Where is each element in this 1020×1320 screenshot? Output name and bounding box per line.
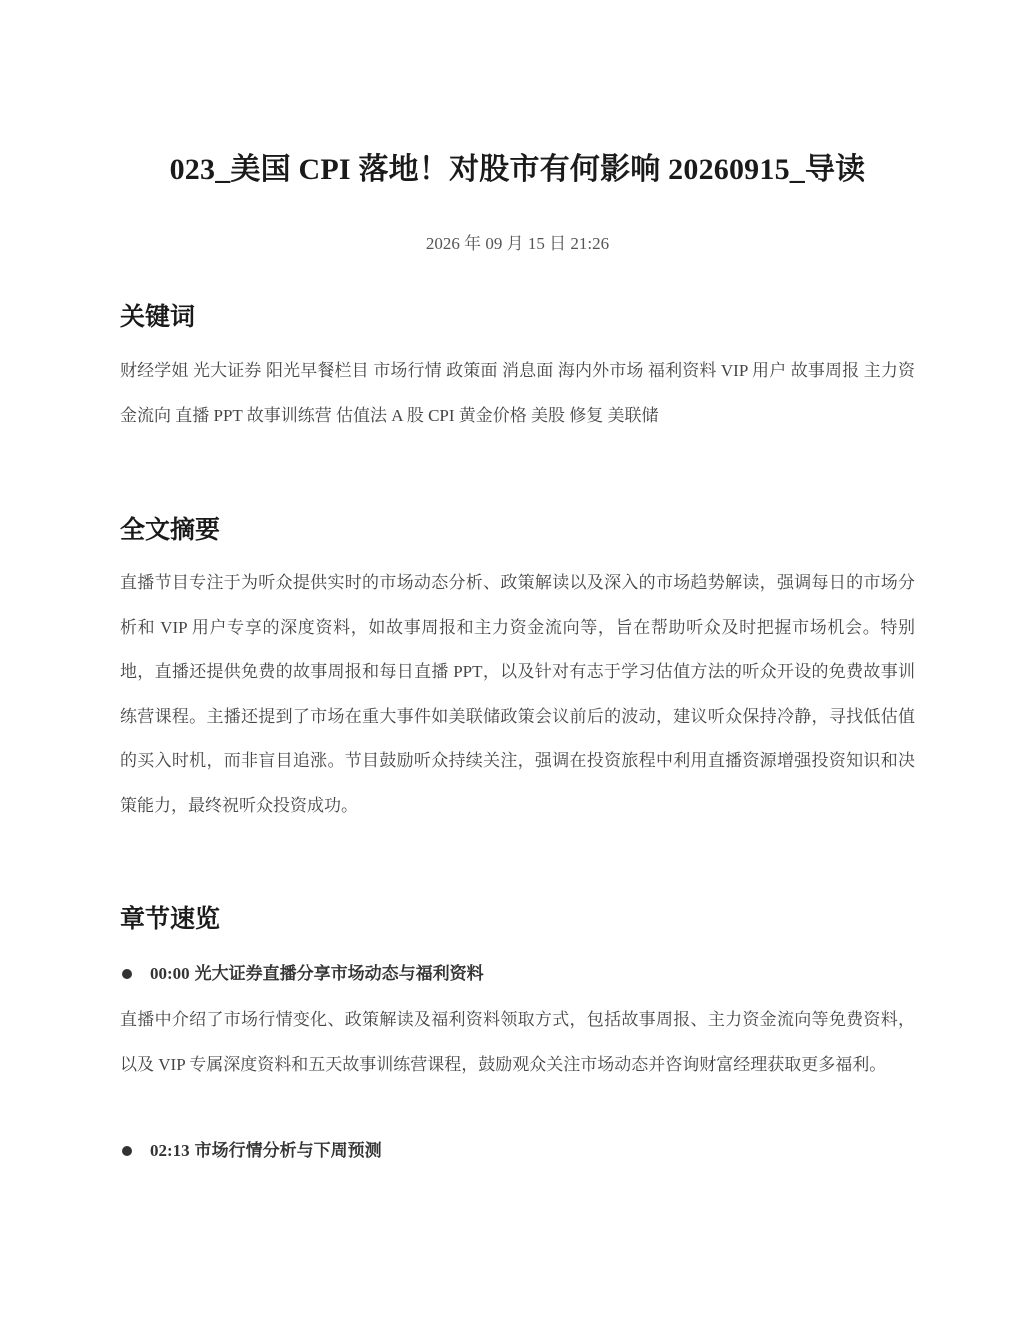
keywords-heading: 关键词: [120, 304, 196, 331]
chapter-title: 市场行情分析与下周预测: [194, 1141, 382, 1160]
chapter-item: [120, 962, 484, 986]
chapters-heading: 章节速览: [120, 906, 221, 933]
chapter-heading: [150, 1139, 382, 1163]
document-date: 2026 年 09 月 15 日 21:26: [425, 234, 610, 253]
bullet-icon: [122, 1146, 132, 1156]
bullet-icon: [122, 969, 132, 979]
chapter-description: 直播中介绍了市场行情变化、政策解读及福利资料领取方式，包括故事周报、主力资金流向等免费资料，以及 VIP 专属深度资料和五天故事训练营课程，鼓励观众关注市场动态并咨询财富经理获取更多福利。: [120, 1010, 915, 1074]
chapter-timestamp: 00:00: [150, 964, 190, 983]
document-title: 023_美国 CPI 落地！对股市有何影响 20260915_导读: [169, 153, 866, 186]
chapter-title: 光大证券直播分享市场动态与福利资料: [194, 964, 484, 983]
summary-text: 直播节目专注于为听众提供实时的市场动态分析、政策解读以及深入的市场趋势解读，强调每日的市场分析和 VIP 用户专享的深度资料，如故事周报和主力资金流向等，旨在帮助听众及时把握市场机会。特别地，直播还提供免费的故事周报和每日直播 PPT，以及针对有志于学习估值方法的听众开设的免费故事训练营课程。主播还提到了市场在重大事件如美联储政策会议前后的波动，建议听众保持冷静，寻找低估值的买入时机，而非盲目追涨。节目鼓励听众持续关注，强调在投资旅程中利用直播资源增强投资知识和决策能力，最终祝听众投资成功。: [120, 573, 915, 815]
chapter-heading: [150, 962, 484, 986]
keywords-text: 财经学姐 光大证券 阳光早餐栏目 市场行情 政策面 消息面 海内外市场 福利资料 VIP 用户 故事周报 主力资金流向 直播 PPT 故事训练营 估值法 A 股 CPI 黄金价格 美股 修复 美联储: [120, 361, 915, 425]
chapter-item: [120, 1139, 382, 1163]
summary-heading: 全文摘要: [120, 517, 221, 544]
chapter-timestamp: 02:13: [150, 1141, 190, 1160]
